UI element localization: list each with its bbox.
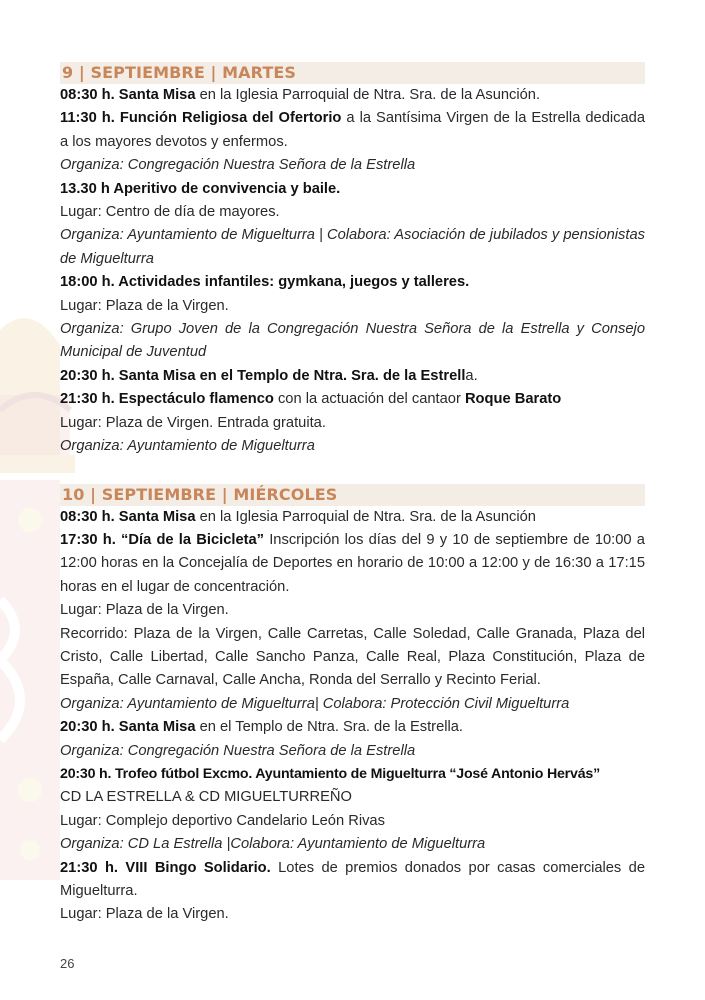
- event-line: 13.30 h Aperitivo de convivencia y baile.: [60, 180, 341, 197]
- location-line: Lugar: Complejo deportivo Candelario León Rivas: [60, 812, 385, 829]
- event-line: 08:30 h. Santa Misa en la Iglesia Parroquial de Ntra. Sra. de la Asunción: [60, 508, 536, 525]
- teams-line: CD LA ESTRELLA & CD MIGUELTURREÑO: [60, 789, 352, 806]
- event-line: 21:30 h. Espectáculo flamenco con la actuación del cantaor Roque Barato: [60, 391, 562, 408]
- organizer-line: Organiza: Grupo Joven de la Congregación Nuestra Señora de la Estrella y Consejo Municipal de Juventud: [60, 321, 645, 361]
- location-line: Lugar: Centro de día de mayores.: [60, 204, 280, 221]
- organizer-line: Organiza: Ayuntamiento de Miguelturra: [60, 438, 315, 455]
- location-line: Lugar: Plaza de la Virgen.: [60, 602, 229, 619]
- location-line: Lugar: Plaza de Virgen. Entrada gratuita.: [60, 414, 326, 431]
- organizer-line: Organiza: Ayuntamiento de Miguelturra | Colabora: Asociación de jubilados y pensionistas de Miguelturra: [60, 227, 645, 267]
- event-line: 20:30 h. Trofeo fútbol Excmo. Ayuntamiento de Miguelturra “José Antonio Hervás”: [60, 765, 600, 782]
- day-header-sept-10: 10 | SEPTIEMBRE | MIÉRCOLES: [60, 484, 645, 506]
- event-line: 20:30 h. Santa Misa en el Templo de Ntra. Sra. de la Estrella.: [60, 367, 478, 384]
- organizer-line: Organiza: Congregación Nuestra Señora de la Estrella: [60, 157, 416, 174]
- program-content: [60, 62, 645, 927]
- event-line: 08:30 h. Santa Misa en la Iglesia Parroquial de Ntra. Sra. de la Asunción.: [60, 87, 541, 103]
- event-line: 11:30 h. Función Religiosa del Ofertorio a la Santísima Virgen de la Estrella dedicada a los mayores devotos y enfermos.: [60, 110, 645, 150]
- page-number: 26: [60, 956, 75, 971]
- organizer-line: Organiza: Congregación Nuestra Señora de la Estrella: [60, 742, 416, 759]
- event-line: 18:00 h. Actividades infantiles: gymkana, juegos y talleres.: [60, 274, 470, 291]
- day-header-sept-9: 9 | SEPTIEMBRE | MARTES: [60, 62, 645, 84]
- event-line: 20:30 h. Santa Misa en el Templo de Ntra. Sra. de la Estrella.: [60, 719, 464, 736]
- location-line: Lugar: Plaza de la Virgen.: [60, 906, 229, 923]
- event-line: 21:30 h. VIII Bingo Solidario. Lotes de premios donados por casas comerciales de Miguelturra.: [60, 859, 645, 899]
- organizer-line: Organiza: CD La Estrella |Colabora: Ayuntamiento de Miguelturra: [60, 836, 486, 853]
- location-line: Lugar: Plaza de la Virgen.: [60, 297, 229, 314]
- route-line: Recorrido: Plaza de la Virgen, Calle Carretas, Calle Soledad, Calle Granada, Plaza del Cristo, Calle Libertad, Calle Sancho Panza, Calle Real, Plaza Constitución, Plaza de España, Calle Carnaval, Calle Ancha, Ronda del Serrallo y Recinto Ferial.: [60, 625, 645, 689]
- organizer-line: Organiza: Ayuntamiento de Miguelturra| Colabora: Protección Civil Miguelturra: [60, 695, 570, 712]
- event-line: 17:30 h. “Día de la Bicicleta” Inscripción los días del 9 y 10 de septiembre de 10:00 a 12:00 horas en la Concejalía de Deportes en horario de 10:00 a 12:00 y de 16:30 a 17:15 horas en el lugar de concentración.: [60, 531, 645, 595]
